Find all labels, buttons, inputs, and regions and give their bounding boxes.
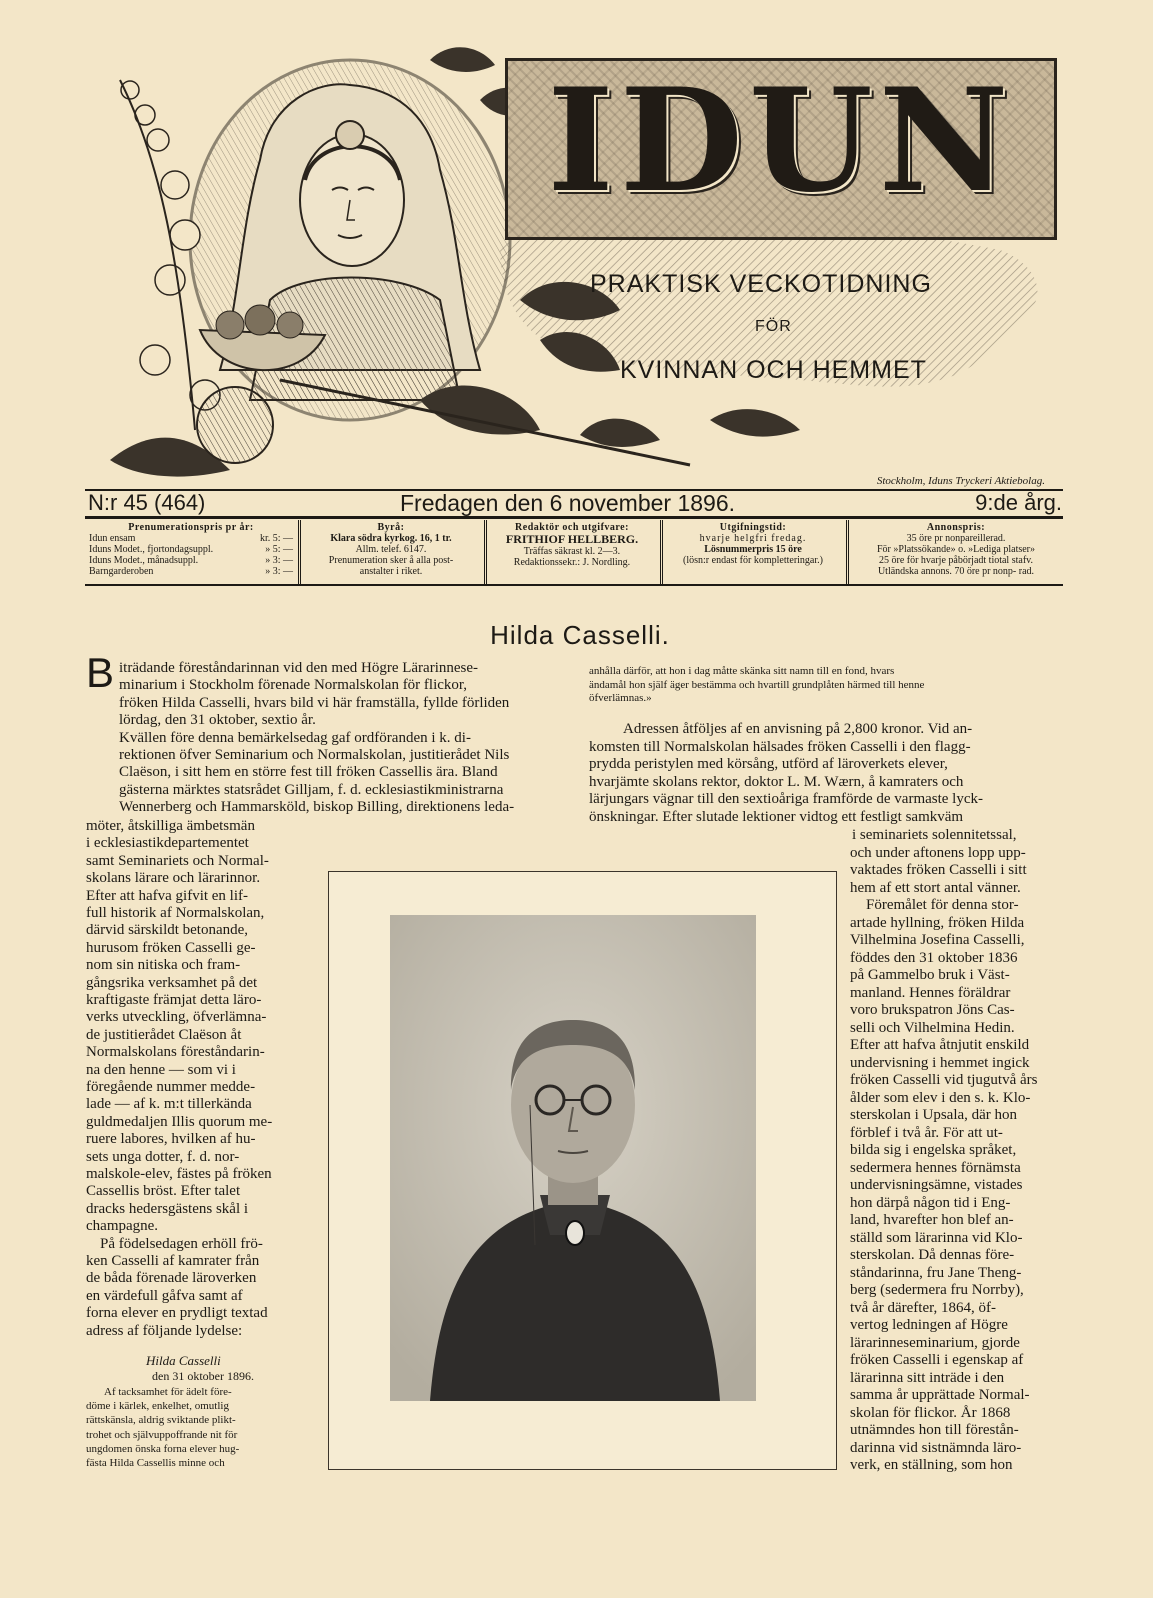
price-value: » 3: —	[265, 566, 293, 577]
text-line: dracks hedersgästens skål i	[86, 1200, 249, 1217]
single-issue-price: Lösnummerpris 15 öre	[704, 544, 802, 555]
text-line: lördag, den 31 oktober, sextio år.	[119, 712, 316, 729]
text-line: ruere labores, hvilken af hu-	[86, 1131, 256, 1148]
publication-day: hvarje helgfri fredag.	[699, 533, 807, 544]
text-line: Normalskolans föreståndarin-	[86, 1044, 265, 1061]
price-row	[89, 533, 293, 544]
text-line: ålder som elev i den s. k. Klo-	[850, 1089, 1031, 1106]
subscription-box	[85, 520, 297, 584]
text-line: därvid särskildt betonande,	[86, 922, 249, 939]
address-line: fästa Hilda Cassellis minne och	[86, 1457, 225, 1469]
text-line: hvarjämte skolans rektor, doktor L. M. Wærn, å kamraters och	[589, 773, 964, 790]
price-row	[89, 544, 293, 555]
text-line: malskole-elev, fästes på fröken	[86, 1166, 272, 1182]
portrait-photo	[390, 915, 756, 1401]
text-line: sets unga dotter, f. d. nor-	[86, 1148, 240, 1165]
text-line: gångsrika verksamhet på det	[86, 974, 258, 991]
text-line: anhålla därför, att hon i dag måtte skänka sitt namn till en fond, hvars	[589, 665, 895, 677]
publication-note: (lösn:r endast för kompletteringar.)	[683, 555, 823, 566]
text-line: nom sin nitiska och fram-	[86, 957, 241, 974]
ads-line: För »Platssökande» o. »Lediga platser»	[876, 544, 1036, 555]
editor-box	[487, 520, 657, 584]
text-line: önskningar. Efter slutade lektioner vidtog ett festligt samkväm	[589, 809, 964, 825]
drop-cap: B	[86, 649, 115, 696]
text-line: voro brukspatron Jöns Cas-	[850, 1002, 1015, 1018]
text-line: fröken Casselli vid tjugutvå års	[850, 1072, 1038, 1088]
office-note: Prenumeration sker å alla post-	[328, 555, 454, 566]
rule	[85, 516, 1063, 519]
text-line: minarium i Stockholm förenade Normalskolan för flickor,	[119, 677, 468, 694]
publication-box	[663, 520, 843, 584]
subscription-heading: Prenumerationspris pr år:	[128, 522, 254, 533]
address-line: trohet och självuppoffrande nit för	[86, 1428, 238, 1441]
text-line: På födelsedagen erhöll frö-	[100, 1235, 263, 1252]
text-line: na den henne — som vi i	[86, 1061, 236, 1078]
issue-date: Fredagen den 6 november 1896.	[400, 490, 736, 516]
ads-line: 25 öre för hvarje påbörjadt tiotal stafv.	[878, 555, 1034, 566]
text-line: hon därpå någon tid i Eng-	[850, 1194, 1011, 1211]
editor-hours: Träffas säkrast kl. 2—3.	[523, 546, 621, 557]
text-line: Cassellis bröst. Efter talet	[86, 1183, 241, 1200]
price-value: » 3: —	[265, 555, 293, 566]
text-line: fröken Hilda Casselli, hvars bild vi här framställa, fyllde förliden	[119, 694, 510, 711]
text-line: två år därefter, 1864, öf-	[850, 1299, 996, 1316]
text-line: utnämndes hon till förestån-	[850, 1422, 1019, 1438]
printer-credit: Stockholm, Iduns Tryckeri Aktiebolag.	[876, 475, 1045, 487]
text-line: artade hyllning, fröken Hilda	[850, 914, 1025, 931]
text-line: på Gammelbo bruk i Väst-	[850, 967, 1010, 983]
text-line: föregående nummer medde-	[86, 1079, 256, 1095]
text-line: Efter att hafva gifvit en lif-	[86, 887, 249, 904]
office-phone: Allm. telef. 6147.	[355, 544, 427, 555]
text-line: darinna vid sistnämnda läro-	[850, 1439, 1022, 1456]
address-line: rättskänsla, aldrig sviktande plikt-	[86, 1414, 236, 1427]
text-line: sedermera hennes förnämsta	[850, 1159, 1021, 1176]
text-line: ställd som lärarinna vid Klo-	[850, 1229, 1023, 1246]
address-name: Hilda Casselli	[146, 1353, 221, 1368]
text-line: ståndarinna, fru Jane Theng-	[850, 1264, 1022, 1281]
editor-secretary: Redaktionssekr.: J. Nordling.	[513, 557, 631, 568]
publication-heading: Utgifningstid:	[719, 522, 787, 533]
text-line: ken Casselli af kamrater från	[86, 1253, 260, 1269]
text-line: Efter att hafva åtnjutit enskild	[850, 1037, 1030, 1053]
editor-name: FRITHIOF HELLBERG.	[505, 532, 639, 546]
price-label: Iduns Modet., fjortondagsuppl.	[89, 544, 214, 555]
price-row	[89, 555, 293, 566]
office-box	[301, 520, 481, 584]
text-line: ändamål hon själf äger bestämma och hvartill grundplåten härmed till henne	[589, 678, 925, 691]
issue-number: N:r 45 (464)	[88, 490, 206, 515]
text-line: skolans lärare och lärarinnor.	[86, 870, 261, 887]
editor-heading: Redaktör och utgifvare:	[515, 522, 629, 533]
text-line: skolan för flickor. År 1868	[850, 1404, 1011, 1421]
text-line: sterskolan. Då dennas före-	[850, 1247, 1015, 1263]
text-line: rektionen öfver Seminarium och Normalskolan, justitierådet Nils	[119, 747, 510, 763]
text-line: en värdefull gåfva samt af	[86, 1287, 243, 1304]
office-heading: Byrå:	[377, 522, 405, 533]
text-line: sterskolan i Upsala, där hon	[850, 1107, 1018, 1123]
text-line: de justitierådet Claëson åt	[86, 1026, 242, 1043]
article-headline: Hilda Casselli.	[490, 620, 670, 650]
text-line: gästerna märktes statsrådet Gilljam, f. d. ecklesiastikministrarna	[119, 781, 504, 798]
text-line: i ecklesiastikdepartementet	[86, 835, 249, 852]
text-line: komsten till Normalskolan hälsades fröken Casselli i den flagg-	[589, 738, 971, 755]
issue-year: 9:de årg.	[975, 490, 1062, 515]
text-line: Adressen åtföljes af en anvisning på 2,800 kronor. Vid an-	[623, 721, 973, 737]
masthead-subtitle-2: FÖR	[755, 318, 792, 335]
address-line: döme i kärlek, enkelhet, omutlig	[86, 1400, 229, 1413]
text-line: Föremålet för denna stor-	[866, 897, 1019, 913]
text-line: forna elever en prydligt textad	[86, 1305, 268, 1322]
text-line: Kvällen före denna bemärkelsedag gaf ordföranden i k. di-	[119, 729, 471, 746]
price-label: Idun ensam	[89, 533, 136, 544]
text-line: undervisningsämne, vistades	[850, 1177, 1023, 1193]
text-line: lärarinna sitt inträde i den	[850, 1369, 1005, 1386]
address-date: den 31 oktober 1896.	[152, 1369, 254, 1383]
text-line: fröken Casselli i egenskap af	[850, 1352, 1024, 1368]
price-row	[89, 566, 293, 577]
text-line: förblef i två år. För att ut-	[850, 1124, 1003, 1141]
text-line: samma år upprättade Normal-	[850, 1387, 1030, 1403]
text-line: prydda peristylen med körsång, utförd af läroverkets elever,	[589, 756, 948, 773]
masthead-subtitle-3: KVINNAN OCH HEMMET	[620, 356, 927, 384]
office-note-2: anstalter i riket.	[359, 566, 423, 577]
text-line: de båda förenade läroverken	[86, 1270, 257, 1287]
text-line: iträdande föreståndarinnan vid den med Högre Lärarinnese-	[119, 660, 479, 676]
text-line: kraftigaste främjat detta läro-	[86, 992, 262, 1008]
rule	[85, 584, 1063, 586]
office-address: Klara södra kyrkog. 16, 1 tr.	[330, 533, 452, 544]
text-line: full historik af Normalskolan,	[86, 905, 265, 921]
address-line: ungdomen önska forna elever hug-	[86, 1442, 240, 1455]
ads-heading: Annonspris:	[926, 522, 986, 533]
text-line: föddes den 31 oktober 1836	[850, 949, 1018, 966]
ads-box	[849, 520, 1063, 584]
price-value: » 5: —	[265, 544, 293, 555]
text-line: öfverlämnas.»	[589, 692, 652, 704]
text-line: hem af ett stort antal vänner.	[850, 879, 1021, 896]
text-line: samt Seminariets och Normal-	[86, 852, 269, 869]
text-line: i seminariets solennitetssal,	[852, 827, 1017, 843]
text-line: möter, åtskilliga ämbetsmän	[86, 818, 255, 834]
price-label: Barngarderoben	[89, 566, 154, 577]
text-line: land, hvarefter hon blef an-	[850, 1212, 1014, 1228]
text-line: lärarinneseminarium, gjorde	[850, 1334, 1020, 1351]
text-line: och under aftonens lopp upp-	[850, 844, 1026, 861]
masthead-subtitle-1: PRAKTISK VECKOTIDNING	[590, 270, 932, 298]
text-line: lärjungars vägnar till den sextioåriga framförde de varmaste lyck-	[589, 791, 984, 808]
text-line: bilda sig i engelska språket,	[850, 1142, 1017, 1158]
masthead-title: IDUN	[547, 58, 1015, 224]
text-line: hurusom fröken Casselli ge-	[86, 939, 256, 956]
text-line: selli och Vilhelmina Hedin.	[850, 1019, 1015, 1036]
text-line: Vilhelmina Josefina Casselli,	[850, 932, 1025, 948]
ads-line: Utländska annons. 70 öre pr nonp- rad.	[877, 566, 1035, 577]
price-label: Iduns Modet., månadsuppl.	[89, 555, 199, 566]
text-line: vaktades fröken Casselli i sitt	[850, 862, 1027, 878]
text-line: manland. Hennes föräldrar	[850, 984, 1011, 1001]
address-line: Af tacksamhet för ädelt före-	[104, 1386, 232, 1398]
text-line: guldmedaljen Illis quorum me-	[86, 1113, 273, 1130]
ads-line: 35 öre pr nonpareillerad.	[906, 533, 1006, 544]
text-line: lade — af k. m:t tillerkända	[86, 1096, 252, 1113]
text-line: Wennerberg och Hammarsköld, biskop Billing, direktionens leda-	[119, 799, 515, 816]
text-line: verk, en ställning, som hon	[850, 1457, 1013, 1473]
text-line: berg (sedermera fru Norrby),	[850, 1282, 1024, 1298]
text-line: champagne.	[86, 1218, 159, 1235]
price-value: kr. 5: —	[259, 533, 293, 544]
text-line: Claëson, i sitt hem en större fest till fröken Cassellis ära. Bland	[119, 764, 498, 781]
text-line: adress af följande lydelse:	[86, 1322, 243, 1339]
text-line: verks utveckling, öfverlämna-	[86, 1009, 267, 1026]
text-line: vertog ledningen af Högre	[850, 1317, 1008, 1333]
text-line: undervisning i hemmet ingick	[850, 1054, 1030, 1071]
